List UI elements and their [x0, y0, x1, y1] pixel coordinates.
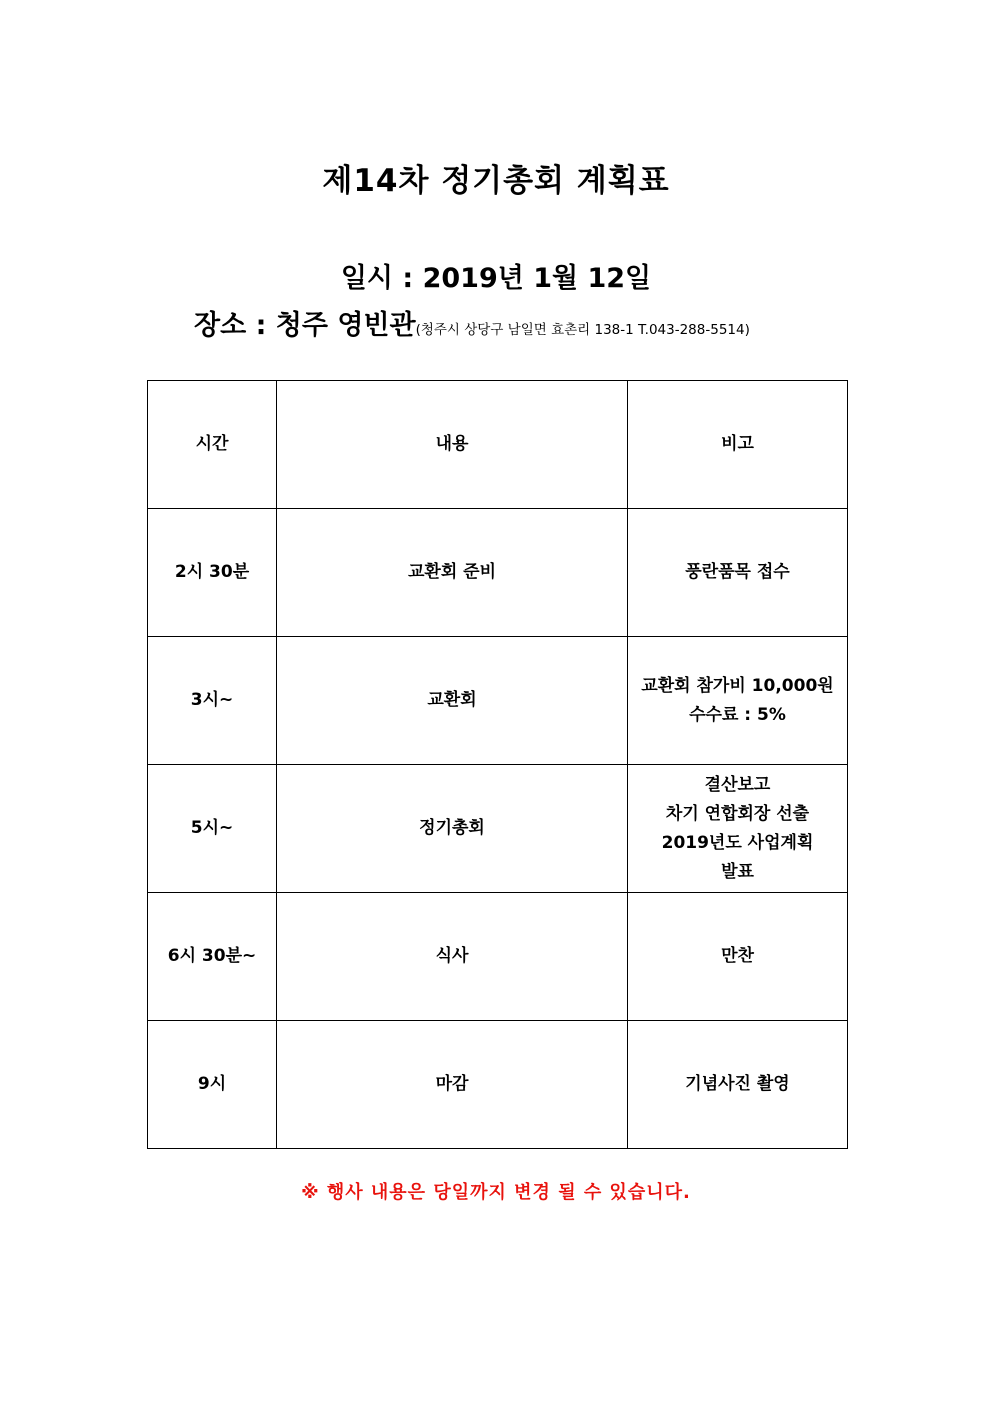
schedule-table — [147, 380, 848, 1149]
row-note-line: 교환회 참가비 10,000원 — [641, 675, 834, 696]
row-note-line: 기념사진 촬영 — [685, 1074, 790, 1094]
row-note-line: 풍란품목 접수 — [685, 562, 790, 582]
row-content: 마감 — [277, 1021, 628, 1149]
row-note — [628, 893, 848, 1021]
table-row — [148, 765, 848, 893]
page-title: 제14차 정기총회 계획표 — [322, 163, 670, 199]
change-notice: ※ 행사 내용은 당일까지 변경 될 수 있습니다. — [301, 1182, 691, 1203]
row-time: 3시~ — [148, 637, 277, 765]
row-content: 식사 — [277, 893, 628, 1021]
row-note-line: 수수료 : 5% — [689, 704, 786, 725]
row-note-line: 차기 연합회장 선출 — [665, 803, 810, 824]
row-note-line: 결산보고 — [704, 774, 771, 795]
row-note-line: 만찬 — [721, 946, 754, 966]
event-place-address: (청주시 상당구 남일면 효촌리 138-1 T.043-288-5514) — [415, 322, 750, 338]
table-row — [148, 509, 848, 637]
event-place — [194, 306, 750, 350]
row-note-line: 발표 — [721, 861, 754, 882]
header-time: 시간 — [148, 381, 277, 509]
row-content: 교환회 — [277, 637, 628, 765]
row-content: 교환회 준비 — [277, 509, 628, 637]
row-note — [628, 637, 848, 765]
table-row — [148, 893, 848, 1021]
row-note — [628, 1021, 848, 1149]
event-date: 일시 : 2019년 1월 12일 — [340, 263, 652, 294]
row-note — [628, 765, 848, 893]
row-time: 5시~ — [148, 765, 277, 893]
row-content: 정기총회 — [277, 765, 628, 893]
event-place-name: 장소 : 청주 영빈관 — [194, 310, 416, 341]
row-note-line: 2019년도 사업계획 — [661, 832, 814, 853]
row-time: 2시 30분 — [148, 509, 277, 637]
header-note: 비고 — [628, 381, 848, 509]
header-content: 내용 — [277, 381, 628, 509]
table-row — [148, 637, 848, 765]
row-note — [628, 509, 848, 637]
row-time: 6시 30분~ — [148, 893, 277, 1021]
table-header-row — [148, 381, 848, 509]
row-time: 9시 — [148, 1021, 277, 1149]
table-row — [148, 1021, 848, 1149]
